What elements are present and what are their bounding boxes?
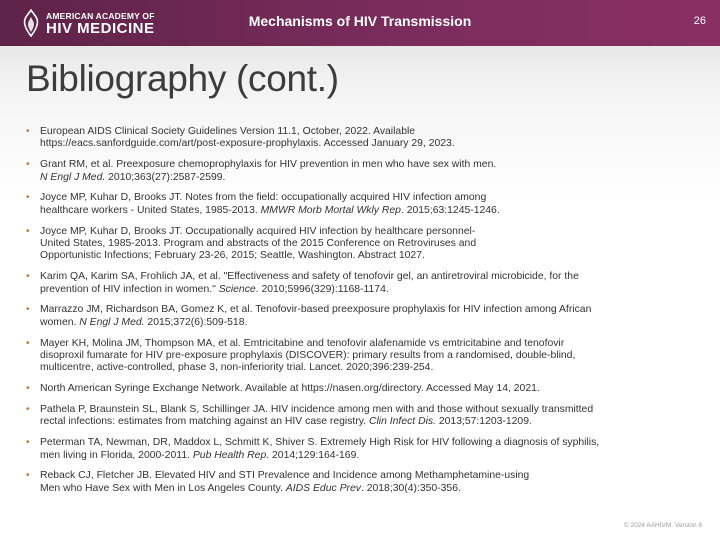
bullet-icon: • bbox=[26, 192, 30, 204]
reference-item bbox=[26, 226, 696, 263]
reference-line bbox=[40, 350, 696, 362]
reference-item bbox=[26, 338, 696, 375]
bullet-icon: • bbox=[26, 304, 30, 316]
reference-line bbox=[40, 362, 696, 374]
slide-number: 26 bbox=[693, 15, 706, 27]
reference-line bbox=[40, 238, 696, 250]
header-bar bbox=[0, 0, 720, 46]
reference-item bbox=[26, 159, 696, 184]
reference-item bbox=[26, 470, 696, 495]
reference-text: United States, 1985-2013. Program and abstracts of the 2015 Conference on Retroviruses and bbox=[40, 238, 477, 250]
reference-text: Mayer KH, Molina JM, Thompson MA, et al. Emtricitabine and tenofovir alafenamide vs emtricitabine and tenofovir bbox=[40, 337, 565, 349]
reference-line bbox=[40, 470, 696, 482]
reference-line bbox=[40, 450, 696, 462]
reference-line bbox=[40, 416, 696, 428]
reference-text: Pathela P, Braunstein SL, Blank S, Schillinger JA. HIV incidence among men with and those without sexually transmitted bbox=[40, 404, 594, 416]
reference-text: Men who Have Sex with Men in Los Angeles County. bbox=[40, 482, 286, 494]
journal-name: Science bbox=[218, 283, 256, 295]
reference-text: men living in Florida, 2000-2011. bbox=[40, 449, 193, 461]
reference-text: Peterman TA, Newman, DR, Maddox L, Schmitt K, Shiver S. Extremely High Risk for HIV following a diagnosis of syphilis, bbox=[40, 437, 600, 449]
reference-text: rectal infections: estimates from matching against an HIV case registry. bbox=[40, 416, 369, 428]
reference-text: European AIDS Clinical Society Guidelines Version 11.1, October, 2022. Available bbox=[40, 126, 416, 137]
journal-name: N Engl J Med. bbox=[40, 171, 106, 183]
reference-text: 2013;57:1203-1209. bbox=[435, 416, 532, 428]
reference-text: 2010;363(27):2587-2599. bbox=[105, 171, 226, 183]
journal-name: N Engl J Med. bbox=[79, 316, 145, 328]
reference-line bbox=[40, 138, 696, 150]
reference-text: Grant RM, et al. Preexposure chemoprophylaxis for HIV prevention in men who have sex with men. bbox=[40, 159, 497, 171]
bullet-icon: • bbox=[26, 470, 30, 482]
page-title: Bibliography (cont.) bbox=[26, 58, 339, 99]
reference-text: Opportunistic Infections; February 23-26, 2015; Seattle, Washington. Abstract 1027. bbox=[40, 250, 425, 262]
reference-item bbox=[26, 304, 696, 329]
reference-line bbox=[40, 383, 696, 395]
bullet-icon: • bbox=[26, 225, 30, 237]
logo-text-top: AMERICAN ACADEMY OF bbox=[46, 11, 155, 21]
reference-line bbox=[40, 126, 696, 138]
reference-line bbox=[40, 205, 696, 217]
journal-name: AIDS Educ Prev bbox=[285, 482, 361, 494]
journal-name: Clin Infect Dis. bbox=[368, 416, 436, 428]
reference-item bbox=[26, 383, 696, 395]
reference-text: . 2010;5996(329):1168-1174. bbox=[255, 283, 389, 295]
reference-text: women. bbox=[40, 316, 80, 328]
bullet-icon: • bbox=[26, 383, 30, 395]
bullet-icon: • bbox=[26, 159, 30, 171]
deck-title: Mechanisms of HIV Transmission bbox=[248, 13, 472, 29]
reference-line bbox=[40, 317, 696, 329]
reference-line bbox=[40, 271, 696, 283]
reference-line bbox=[40, 404, 696, 416]
copyright-note: © 2024 AAHIVM. Version 8 bbox=[623, 522, 702, 529]
logo-text-main: HIV MEDICINE bbox=[46, 20, 155, 37]
journal-name: Pub Health Rep. bbox=[192, 449, 270, 461]
reference-text: . 2018;30(4):350-356. bbox=[360, 482, 461, 494]
bullet-icon: • bbox=[26, 337, 30, 349]
reference-text: multicentre, active-controlled, phase 3, non-inferiority trial. Lancet. 2020;396:239-254. bbox=[40, 362, 434, 374]
journal-name: MMWR Morb Mortal Wkly Rep bbox=[260, 204, 401, 216]
reference-text: prevention of HIV infection in women." bbox=[40, 283, 219, 295]
reference-line bbox=[40, 159, 696, 171]
reference-item bbox=[26, 192, 696, 217]
reference-text: . 2015;63:1245-1246. bbox=[400, 204, 500, 216]
reference-line bbox=[40, 226, 696, 238]
reference-line bbox=[40, 338, 696, 350]
reference-text: Joyce MP, Kuhar D, Brooks JT. Notes from the field: occupationally acquired HIV infection among bbox=[40, 192, 487, 204]
reference-item bbox=[26, 271, 696, 296]
reference-line bbox=[40, 483, 696, 495]
reference-line bbox=[40, 304, 696, 316]
reference-line bbox=[40, 437, 696, 449]
reference-text: disoproxil fumarate for HIV pre-exposure prophylaxis (DISCOVER): primary results from a randomised, double-blind, bbox=[40, 350, 576, 362]
reference-line bbox=[40, 250, 696, 262]
reference-text: https://eacs.sanfordguide.com/art/post-exposure-prophylaxis. Accessed January 29, 2023. bbox=[40, 138, 455, 150]
reference-item bbox=[26, 437, 696, 462]
reference-text: Karim QA, Karim SA, Frohlich JA, et al. "Effectiveness and safety of tenofovir gel, an antiretroviral microbicide, for the bbox=[40, 271, 579, 283]
reference-line bbox=[40, 284, 696, 296]
reference-text: healthcare workers - United States, 1985-2013. bbox=[40, 204, 261, 216]
flame-icon bbox=[20, 9, 42, 37]
reference-text: Reback CJ, Fletcher JB. Elevated HIV and STI Prevalence and Incidence among Methamphetamine-using bbox=[40, 470, 530, 482]
bullet-icon: • bbox=[26, 437, 30, 449]
reference-item bbox=[26, 126, 696, 151]
reference-text: 2015;372(6):509-518. bbox=[144, 316, 248, 328]
reference-text: Marrazzo JM, Richardson BA, Gomez K, et al. Tenofovir-based preexposure prophylaxis for HIV infection among African bbox=[40, 304, 592, 316]
bullet-icon: • bbox=[26, 126, 30, 137]
reference-text: 2014;129:164-169. bbox=[269, 449, 360, 461]
reference-line bbox=[40, 192, 696, 204]
reference-text: North American Syringe Exchange Network. Available at https://nasen.org/directory. Accessed May 14, 2021. bbox=[40, 383, 540, 395]
reference-item bbox=[26, 404, 696, 429]
reference-list bbox=[26, 126, 696, 504]
reference-line bbox=[40, 172, 696, 184]
aahivm-logo bbox=[20, 8, 170, 40]
bullet-icon: • bbox=[26, 404, 30, 416]
bullet-icon: • bbox=[26, 271, 30, 283]
reference-text: Joyce MP, Kuhar D, Brooks JT. Occupationally acquired HIV infection by healthcare personnel- bbox=[40, 225, 476, 237]
